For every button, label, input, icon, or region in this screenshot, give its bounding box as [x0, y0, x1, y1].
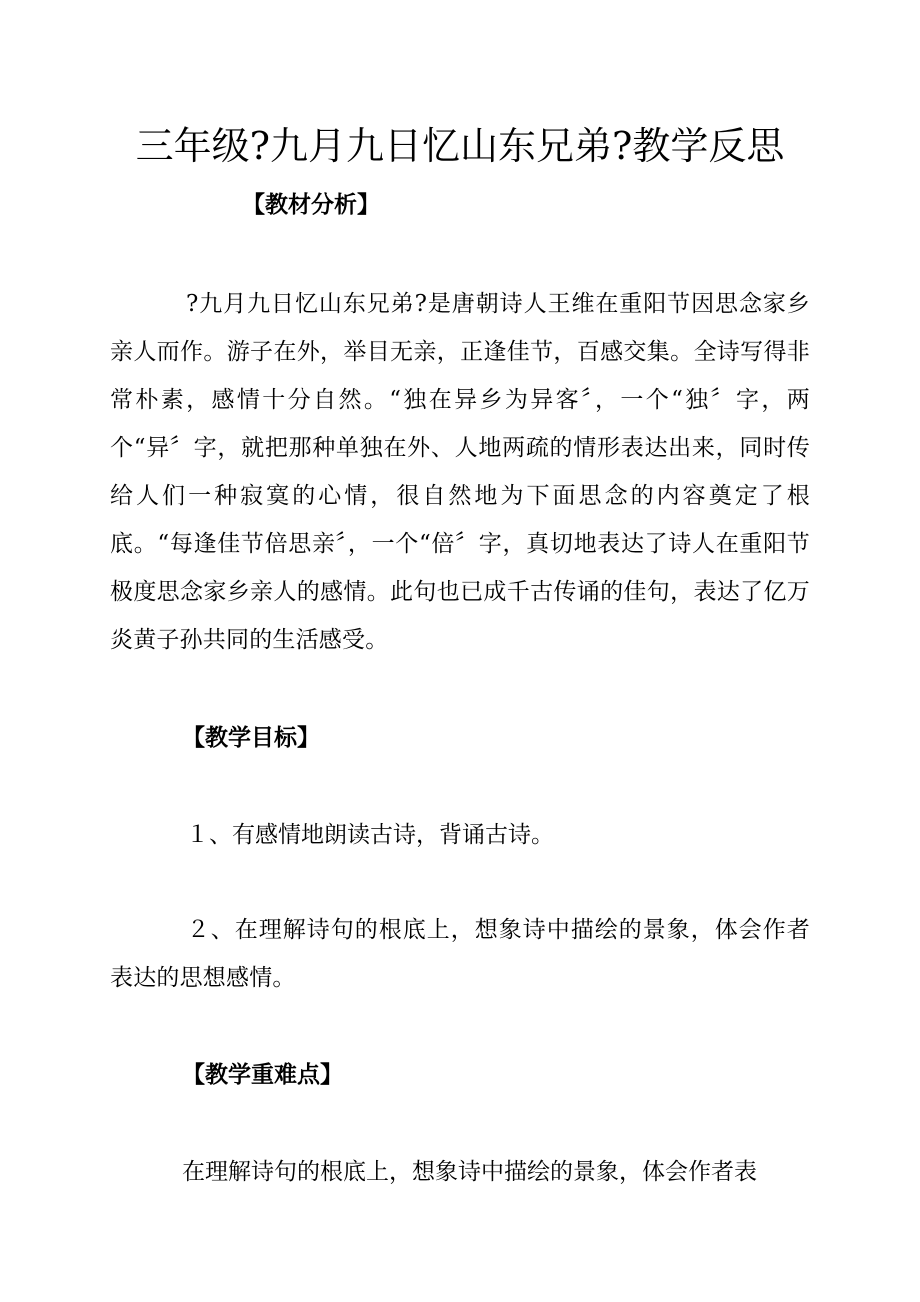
- analysis-paragraph: [110, 280, 810, 664]
- section-heading-key-points: 【教学重难点】: [182, 1061, 343, 1088]
- goal-item-2: [110, 906, 810, 1002]
- section-heading-goals: 【教学目标】: [182, 724, 320, 751]
- goal-item-1: １、有感情地朗读古诗，背诵古诗。: [186, 822, 554, 848]
- goal-2-text: ２、在理解诗句的根底上，想象诗中描绘的景象，体会作者表达的思想感情。: [110, 917, 810, 991]
- section-heading-analysis: 【教材分析】: [242, 191, 380, 218]
- analysis-text: ?九月九日忆山东兄弟?是唐朝诗人王维在重阳节因思念家乡亲人而作。游子在外，举目无亲，正逢佳节，百感交集。全诗写得非常朴素，感情十分自然。“独在异乡为异客〞，一个“独〞字，两个“异〞字，就把那种单独在外、人地两疏的情形表达出来，同时传给人们一种寂寞的心情，很自然地为下面思念的内容奠定了根底。“每逢佳节倍思亲〞，一个“倍〞字，真切地表达了诗人在重阳节极度思念家乡亲人的感情。此句也已成千古传诵的佳句，表达了亿万炎黄子孙共同的生活感受。: [110, 291, 810, 653]
- key-points-text: 在理解诗句的根底上，想象诗中描绘的景象，体会作者表: [182, 1159, 757, 1185]
- document-title: 三年级?九月九日忆山东兄弟?教学反思: [135, 124, 785, 168]
